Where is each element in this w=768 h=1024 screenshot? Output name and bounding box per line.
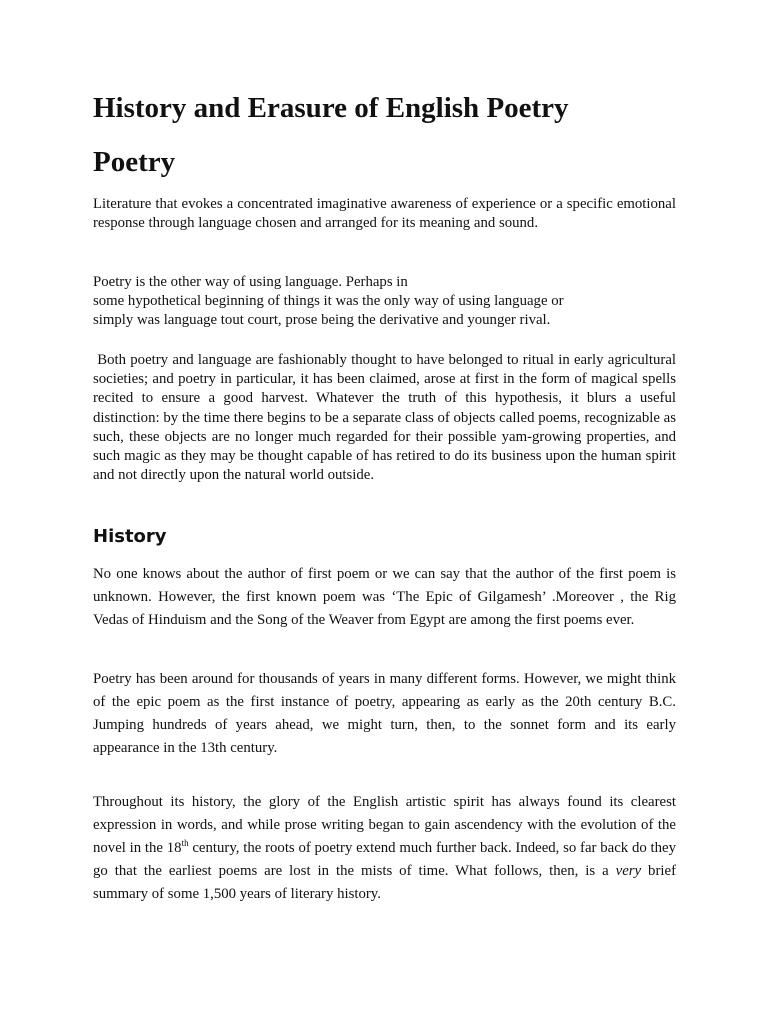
- heading-history: History: [93, 526, 167, 547]
- paragraph-definition: Literature that evokes a concentrated imaginative awareness of experience or a specific emotional response through language chosen and arranged for its meaning and sound.: [93, 196, 676, 232]
- emphasis-text: very: [615, 863, 642, 879]
- paragraph-line: Poetry is the other way of using language. Perhaps in: [93, 274, 408, 290]
- paragraph-ritual-text: Both poetry and language are fashionably thought to have belonged to ritual in early agricultural societies; and poetry in particular, it has been claimed, arose at first in the form of magical spells recited to ensure a good harvest. Whatever the truth of this hypothesis, it blurs a useful distinction: by the time there begins to be a separate class of objects called poems, recognizable as such, these objects are no longer much regarded for their possible yam-growing properties, and such magic as they may be thought capable of has retired to do its business upon the human spirit and not directly upon the natural world outside.: [93, 352, 676, 484]
- paragraph-english-spirit: [93, 791, 676, 906]
- paragraph-text-part: Throughout its history, the glory of the English artistic spirit has always found its clearest expression in words, and while prose writing began to gain ascendency with the evolution of the novel in the 18: [93, 794, 676, 856]
- document-title: History and Erasure of English Poetry: [93, 92, 569, 124]
- paragraph-text-part: century, the roots of poetry extend much further back. Indeed, so far back do they go that the earliest poems are lost in the mists of time. What follows, then, is a: [93, 840, 677, 879]
- superscript: th: [181, 838, 189, 848]
- paragraph-line: some hypothetical beginning of things it was the only way of using language or: [93, 293, 564, 310]
- paragraph-text-part: brief summary of some 1,500 years of literary history.: [93, 863, 676, 902]
- paragraph-epic: Poetry has been around for thousands of years in many different forms. However, we might think of the epic poem as the first instance of poetry, appearing as early as the 20th century B.C. Jumping hundreds of years ahead, we might turn, then, to the sonnet form and its early appearance in the 13th century.: [93, 671, 676, 756]
- paragraph-other-way: [93, 273, 676, 331]
- heading-poetry: Poetry: [93, 146, 176, 178]
- paragraph-first-poem: No one knows about the author of first poem or we can say that the author of the first poem is unknown. However, the first known poem was ‘The Epic of Gilgamesh’ .Moreover , the Rig Vedas of Hinduism and the Song of the Weaver from Egypt are among the first poems ever.: [93, 566, 676, 628]
- paragraph-ritual: [93, 351, 676, 485]
- paragraph-line: simply was language tout court, prose being the derivative and younger rival.: [93, 312, 551, 329]
